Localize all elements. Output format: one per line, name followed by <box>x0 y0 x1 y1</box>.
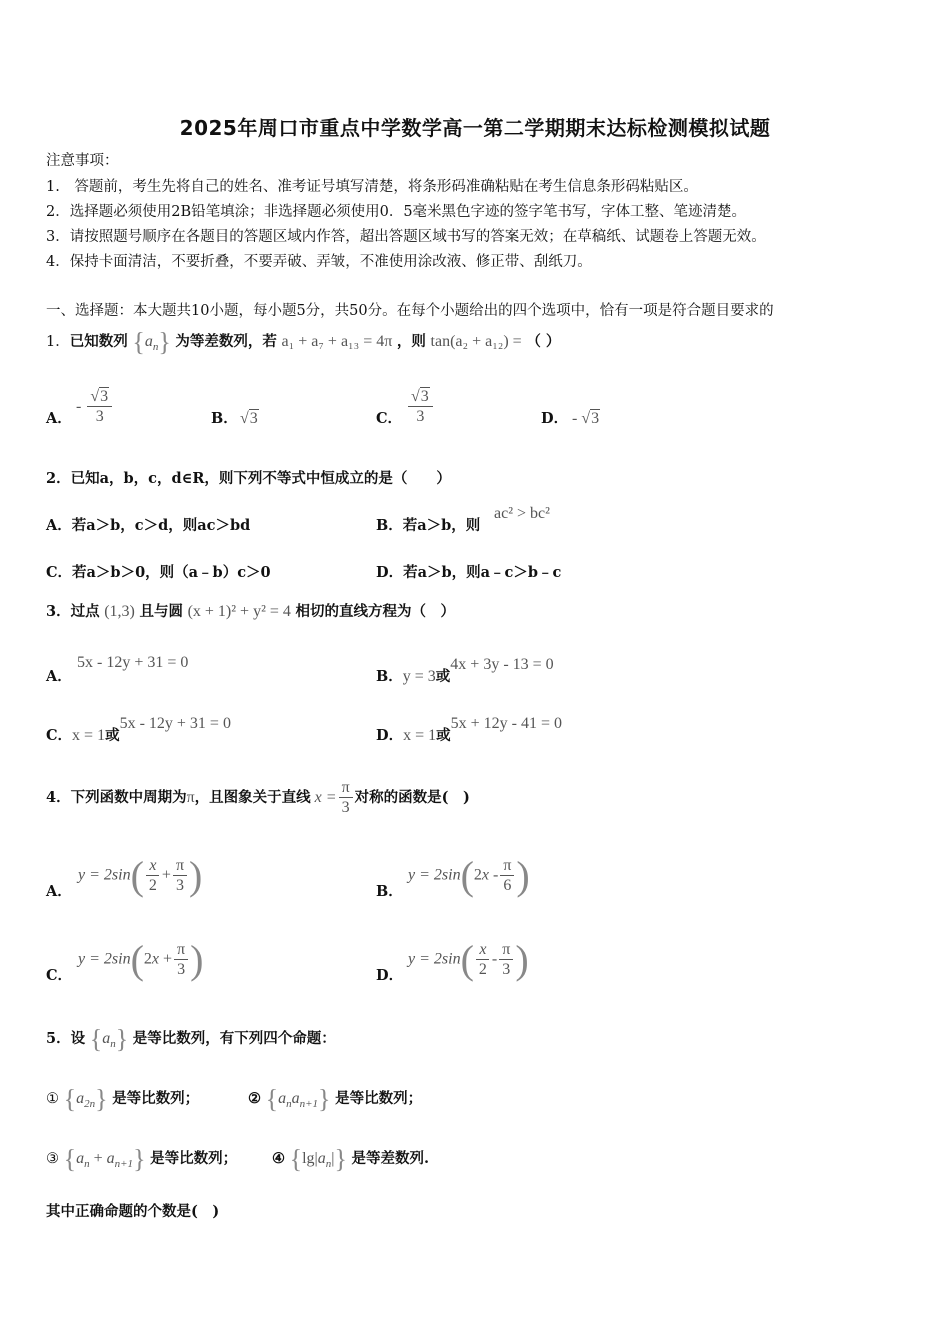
q3-circle: (x + 1)² + y² = 4 <box>187 603 291 620</box>
notice-heading: 注意事项： <box>46 153 119 169</box>
question-1 <box>46 327 561 357</box>
q2-option-d: D．若a＞b，则a﹣c＞b﹣c <box>376 564 562 581</box>
notice-item: 2．选择题必须使用2B铅笔填涂；非选择题必须使用0．5毫米黑色字迹的签字笔书写，字体工整、笔迹清楚。 <box>46 204 747 220</box>
section-heading: 一、选择题：本大题共10小题，每小题5分，共50分。在每个小题给出的四个选项中，恰有一项是符合题目要求的 <box>46 303 774 319</box>
q4-option-d-expr: y = 2sin( $\frac{x}{2}$ - $\frac{\pi}{3}$ ) <box>408 937 529 982</box>
q1-text: 已知数列 <box>69 333 128 350</box>
q4-option-c: C． <box>46 967 73 984</box>
q1-option-d-value: - √3 <box>572 410 600 427</box>
q1-number: 1． <box>46 334 70 350</box>
q3-option-a-expr: 5x - 12y + 31 = 0 <box>77 654 189 671</box>
q1-option-c: C． <box>376 410 403 427</box>
q2-option-b: B．若a＞b，则 <box>376 517 481 534</box>
question-4: 4．下列函数中周期为 π ，且图象关于直线 x = $\frac{\pi}{3}$ 对称的函数是( ) <box>46 778 470 816</box>
q4-option-d: D． <box>376 967 404 984</box>
q1-condition: a₁ + a₇ + a₁₃ = 4π <box>281 333 393 350</box>
q1-option-b: B． <box>211 410 238 427</box>
page-title: 2025年周口市重点中学数学高一第二学期期末达标检测模拟试题 <box>179 116 771 140</box>
q5-prop-2: ② $\{a_na_{n+1}\}$ 是等比数列； <box>248 1084 423 1114</box>
q1-option-d: D． <box>541 410 569 427</box>
q3-point: (1,3) <box>104 603 135 620</box>
q3-option-b: B．y = 3或4x + 3y - 13 = 0 <box>376 656 554 685</box>
q1-option-c-value: $\frac{√3}{3}$ <box>406 388 435 427</box>
q4-pi: π <box>186 789 195 806</box>
q1-option-a-value: - $\frac{√3}{3}$ <box>76 388 114 427</box>
q5-prop-1: ① $\{a_{2n}\}$ 是等比数列； <box>46 1084 200 1114</box>
q1-seq: $\{a_n\}$ <box>132 327 171 357</box>
question-5: 5．设 $\{a_n\}$ 是等比数列，有下列四个命题： <box>46 1024 336 1054</box>
q3-option-a: A． <box>46 668 72 685</box>
question-3: 3．过点 (1,3) 且与圆 (x + 1)² + y² = 4 相切的直线方程为（ ） <box>46 603 456 620</box>
q2-option-b-expr: ac² > bc² <box>494 505 550 522</box>
q5-prop-4: ④ $\{\lg|a_n|\}$ 是等差数列. <box>272 1144 430 1174</box>
notice-item: 3．请按照题号顺序在各题目的答题区域内作答，超出答题区域书写的答案无效；在草稿纸、试题卷上答题无效。 <box>46 229 766 245</box>
q1-text: ，则 <box>396 333 426 350</box>
notice-item: 1. 答题前，考生先将自己的姓名、准考证号填写清楚，将条形码准确粘贴在考生信息条形码粘贴区。 <box>46 179 698 195</box>
q1-blank: （ ） <box>526 333 561 350</box>
q5-prop-3: ③ $\{a_n + a_{n+1}\}$ 是等比数列； <box>46 1144 238 1174</box>
q2-option-a: A．若a＞b，c＞d，则ac＞bd <box>46 517 251 534</box>
q4-option-a: A． <box>46 883 72 900</box>
question-2: 2．已知a，b，c，d∈R，则下列不等式中恒成立的是（ ） <box>46 470 451 487</box>
q1-option-b-value: √3 <box>240 410 258 427</box>
q3-option-d: D．x = 1或5x + 12y - 41 = 0 <box>376 715 562 744</box>
q4-option-a-expr: y = 2sin( $\frac{x}{2}$ + $\frac{\pi}{3}$ ) <box>78 853 203 898</box>
q4-option-b-expr: y = 2sin(2x - $\frac{\pi}{6}$ ) <box>408 853 530 898</box>
q4-line: x = $\frac{\pi}{3}$ <box>315 779 355 818</box>
q1-option-a: A． <box>46 410 72 427</box>
notice-item: 4．保持卡面清洁，不要折叠，不要弄破、弄皱，不准使用涂改液、修正带、刮纸刀。 <box>46 254 592 270</box>
q4-option-b: B． <box>376 883 403 900</box>
q5-seq: $\{a_n\}$ <box>89 1024 129 1054</box>
q3-option-c: C．x = 1或5x - 12y + 31 = 0 <box>46 715 231 744</box>
q2-option-c: C．若a＞b＞0，则（a﹣b）c＞0 <box>46 564 271 581</box>
q4-option-c-expr: y = 2sin(2x + $\frac{\pi}{3}$ ) <box>78 937 204 982</box>
q1-text: 为等差数列，若 <box>175 333 277 350</box>
q5-ask: 其中正确命题的个数是( ) <box>46 1203 220 1220</box>
q1-expression: tan(a₂ + a₁₂) = <box>430 333 522 350</box>
